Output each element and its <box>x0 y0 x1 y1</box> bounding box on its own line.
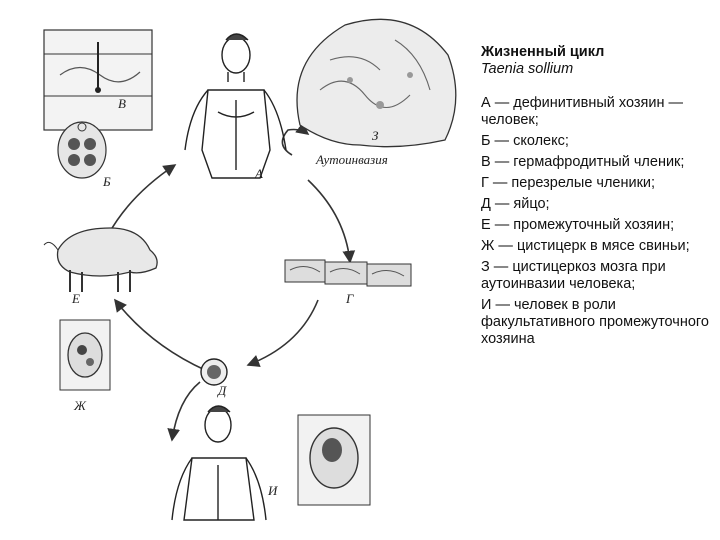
cycle-arrows <box>108 130 350 441</box>
legend-item: З — цистицеркоз мозга при аутоинвазии человека; <box>481 259 666 292</box>
legend-subtitle: Taenia sollium <box>481 61 574 77</box>
label-b: Б <box>103 174 111 189</box>
label-autoinvasion: Аутоинвазия <box>316 152 388 167</box>
label-i: И <box>268 483 278 498</box>
arrow-to-pig <box>115 300 205 370</box>
legend-item: Г — перезрелые членики; <box>481 175 656 191</box>
arrow-to-man <box>108 165 175 235</box>
autoinvasion-arrow <box>282 130 308 156</box>
label-v: В <box>118 96 126 111</box>
legend-item: Д — яйцо; <box>481 196 550 212</box>
label-z: З <box>372 128 379 143</box>
legend-item: Е — промежуточный хозяин; <box>481 217 675 233</box>
cyst-in-tissue <box>298 415 370 505</box>
egg <box>201 359 227 385</box>
overripe-proglottids <box>285 260 411 286</box>
label-d: Д <box>218 383 227 398</box>
intermediate-host-human <box>172 406 266 520</box>
legend-title: Жизненный цикл <box>481 44 605 60</box>
arrow-to-intermediate-human <box>172 382 200 440</box>
label-e: Е <box>72 291 80 306</box>
legend-item: И — человек в роли факультативного промежуточного хозяина <box>481 297 709 347</box>
scolex <box>58 122 106 178</box>
hermaphrodite-proglottid <box>44 30 152 130</box>
label-g: Г <box>346 291 354 306</box>
arrow-to-proglottids <box>308 180 350 262</box>
cysticercus-in-pork <box>60 320 110 390</box>
label-zh: Ж <box>74 398 86 413</box>
arrow-to-egg <box>248 300 318 365</box>
label-a: А <box>255 166 263 181</box>
legend-item: В — гермафродитный членик; <box>481 154 685 170</box>
legend-panel <box>481 44 713 352</box>
legend-item: А — дефинитивный хозяин — человек; <box>481 95 684 128</box>
legend-item: Ж — цистицерк в мясе свиньи; <box>481 238 690 254</box>
legend-item: Б — сколекс; <box>481 133 569 149</box>
definitive-host-man <box>185 34 286 178</box>
intermediate-host-pig <box>44 228 157 292</box>
